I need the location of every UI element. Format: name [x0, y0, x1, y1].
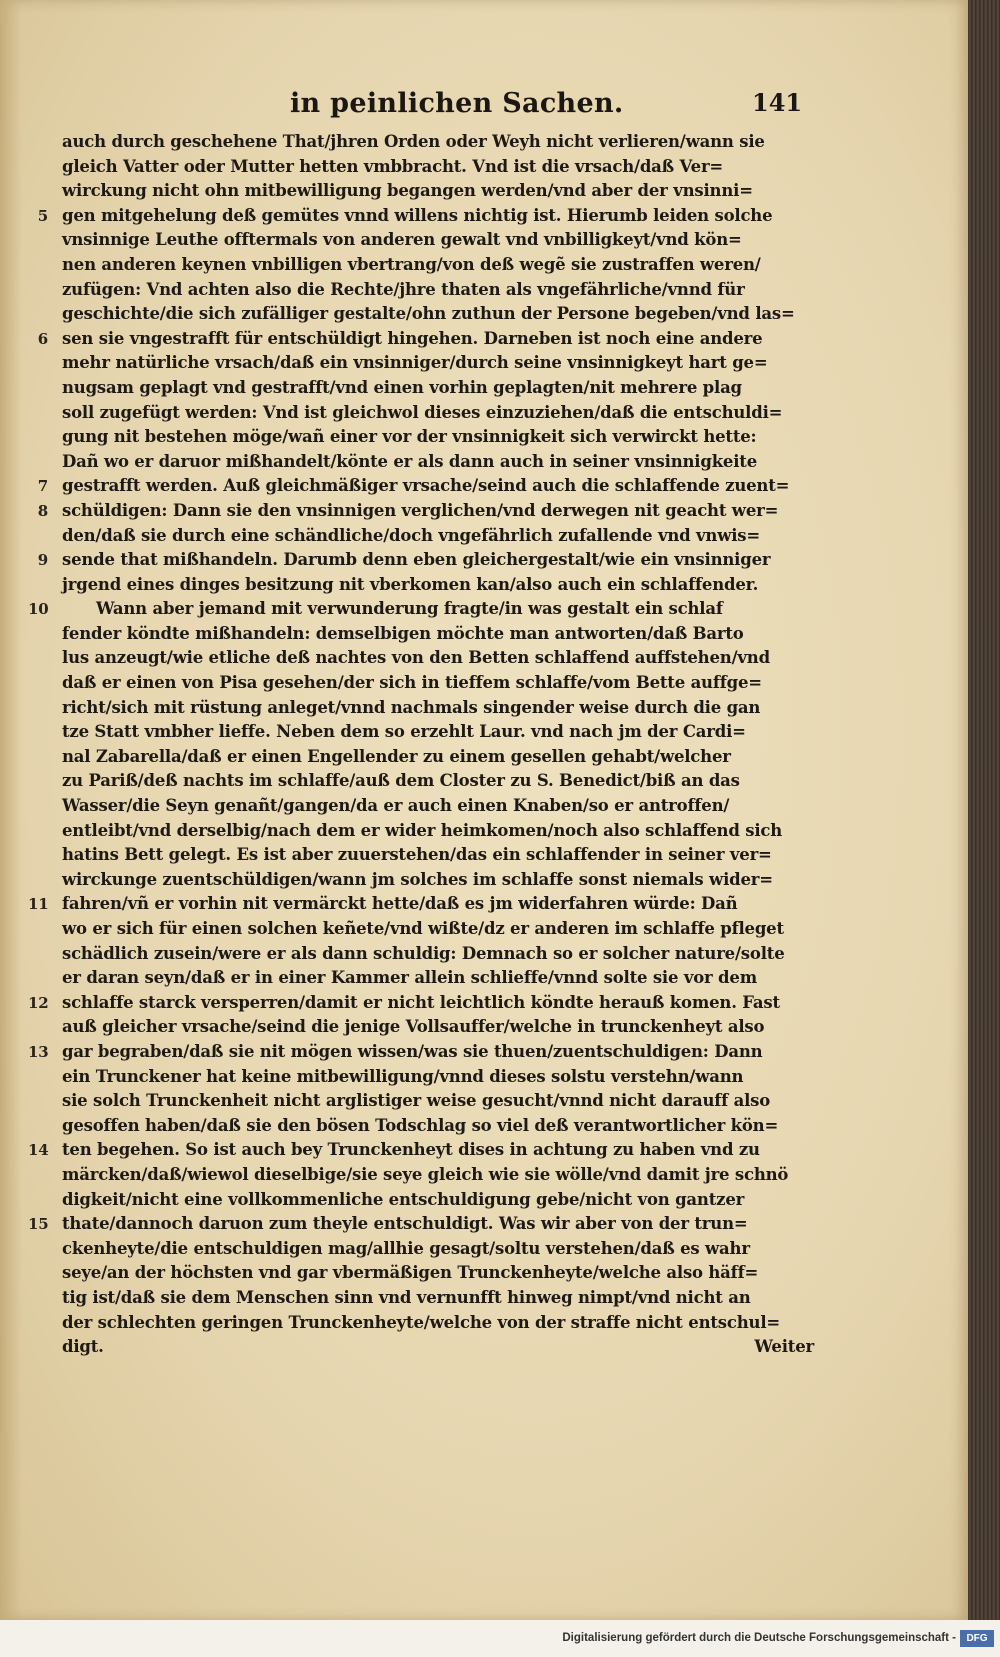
line-text: wirckung nicht ohn mitbewilligung begangen werden/vnd aber der vnsinni= [62, 181, 753, 201]
margin-number: 12 [28, 993, 49, 1012]
text-line [62, 1114, 814, 1139]
text-line [62, 1335, 814, 1360]
margin-number: 15 [28, 1215, 49, 1234]
text-line [62, 622, 814, 647]
line-text: auß gleicher vrsache/seind die jenige Vollsauffer/welche in trunckenheyt also [62, 1017, 765, 1037]
text-line [62, 130, 814, 155]
text-line [62, 671, 814, 696]
text-line [62, 966, 814, 991]
line-text: auch durch geschehene That/jhren Orden oder Weyh nicht verlieren/wann sie [62, 132, 765, 151]
text-line [28, 1040, 814, 1065]
text-line [62, 794, 814, 819]
text-line [62, 450, 814, 475]
text-line [62, 573, 814, 598]
text-line [62, 425, 814, 450]
running-head: in peinlichen Sachen. [290, 88, 624, 119]
text-line [62, 843, 814, 868]
line-text: fahren/vñ er vorhin nit vermärckt hette/daß es jm widerfahren würde: Dañ [62, 894, 738, 914]
line-text: thate/dannoch daruon zum theyle entschuldigt. Was wir aber von der trun= [62, 1214, 748, 1234]
text-line [62, 1311, 814, 1336]
line-text: gen mitgehelung deß gemütes vnnd willens nichtig ist. Hierumb leiden solche [62, 205, 773, 225]
catchword: Weiter [754, 1337, 814, 1357]
line-text: daß er einen von Pisa gesehen/der sich in tieffem schlaffe/vom Bette auffge= [62, 673, 762, 693]
margin-number: 8 [37, 501, 48, 520]
text-line [28, 1212, 814, 1237]
line-text: ckenheyte/die entschuldigen mag/allhie gesagt/soltu verstehen/daß es wahr [62, 1238, 750, 1258]
footer-bar [0, 1620, 1000, 1657]
line-text: wo er sich für einen solchen keñete/vnd wißte/dz er anderen im schlaffe pfleget [62, 919, 784, 938]
line-text: gleich Vatter oder Mutter hetten vmbbracht. Vnd ist die vrsach/daß Ver= [62, 156, 724, 176]
margin-number: 10 [28, 600, 49, 619]
margin-number: 7 [37, 477, 48, 496]
text-line [28, 892, 814, 917]
line-text: gestrafft werden. Auß gleichmäßiger vrsache/seind auch die schlaffende zuent= [62, 476, 790, 496]
text-line [62, 1286, 814, 1311]
line-text: schädlich zusein/were er als dann schuldig: Demnach so er solcher nature/solte [62, 943, 785, 963]
line-text: Dañ wo er daruor mißhandelt/könte er als dann auch in seiner vnsinnigkeite [62, 451, 758, 471]
line-text: fender köndte mißhandeln: demselbigen möchte man antworten/daß Barto [62, 623, 744, 643]
page-number: 141 [752, 88, 803, 117]
text-line [62, 1188, 814, 1213]
text-line [62, 646, 814, 671]
line-text: vnsinnige Leuthe offtermals von anderen gewalt vnd vnbilligkeyt/vnd kön= [62, 230, 742, 250]
line-text: digkeit/nicht eine vollkommenliche entschuldigung gebe/nicht von gantzer [62, 1189, 745, 1209]
text-line [62, 302, 814, 327]
line-text: jrgend eines dinges besitzung nit vberkomen kan/also auch ein schlaffender. [62, 574, 759, 594]
book-edge [968, 0, 1000, 1620]
line-text: nugsam geplagt vnd gestrafft/vnd einen vorhin geplagten/nit mehrere plag [62, 377, 742, 397]
text-line [62, 1089, 814, 1114]
line-text: richt/sich mit rüstung anleget/vnnd nachmals singender weise durch die gan [62, 697, 761, 717]
line-text: tig ist/daß sie dem Menschen sinn vnd vernunfft hinweg nimpt/vnd nicht an [62, 1287, 751, 1307]
line-text: sende that mißhandeln. Darumb denn eben gleichergestalt/wie ein vnsinniger [62, 550, 771, 570]
line-text: ten begehen. So ist auch bey Trunckenheyt dises in achtung zu haben vnd zu [62, 1140, 760, 1160]
text-line [62, 253, 814, 278]
line-text: sen sie vngestrafft für entschüldigt hingehen. Darneben ist noch eine andere [62, 328, 763, 348]
line-text: gar begraben/daß sie nit mögen wissen/was sie thuen/zuentschuldigen: Dann [62, 1041, 763, 1061]
line-text: der schlechten geringen Trunckenheyte/welche von der straffe nicht entschul= [62, 1312, 781, 1332]
line-text: soll zugefügt werden: Vnd ist gleichwol dieses einzuziehen/daß die entschuldi= [62, 402, 783, 422]
line-text: ein Trunckener hat keine mitbewilligung/vnnd dieses solstu verstehn/wann [62, 1066, 744, 1086]
margin-number: 5 [37, 206, 48, 225]
margin-number: 6 [37, 329, 48, 348]
line-text: gung nit bestehen möge/wañ einer vor der vnsinnigkeit sich verwirckt hette: [62, 427, 757, 447]
line-text: Wasser/die Seyn genañt/gangen/da er auch einen Knaben/so er antroffen/ [62, 796, 730, 816]
line-text: digt. [62, 1337, 104, 1357]
page-header [60, 88, 820, 128]
line-text: lus anzeugt/wie etliche deß nachtes von den Betten schlaffend auffstehen/vnd [62, 648, 770, 668]
line-text: mehr natürliche vrsach/daß ein vnsinniger/durch seine vnsinnigkeyt hart ge= [62, 353, 768, 373]
text-line [62, 376, 814, 401]
text-line [62, 1261, 814, 1286]
text-line [62, 1237, 814, 1262]
line-text: entleibt/vnd derselbig/nach dem er wider heimkomen/noch also schlaffend sich [62, 820, 783, 840]
text-line [62, 401, 814, 426]
text-line [62, 769, 814, 794]
line-text: nal Zabarella/daß er einen Engellender zu einem gesellen gehabt/welcher [62, 746, 731, 766]
text-line [62, 1065, 814, 1090]
line-text: sie solch Trunckenheit nicht arglistiger weise gesucht/vnnd nicht darauff also [62, 1091, 771, 1111]
text-line [62, 942, 814, 967]
line-text: geschichte/die sich zufälliger gestalte/ohn zuthun der Persone begeben/vnd las= [62, 304, 795, 324]
text-line [62, 720, 814, 745]
text-line [62, 1015, 814, 1040]
margin-number: 9 [37, 551, 48, 570]
text-line [62, 868, 814, 893]
text-line [37, 327, 814, 352]
text-line [37, 548, 814, 573]
line-text: schlaffe starck versperren/damit er nicht leichtlich köndte herauß komen. Fast [62, 992, 780, 1012]
text-line [28, 1138, 814, 1163]
line-text: gesoffen haben/daß sie den bösen Todschlag so viel deß verantwortlicher kön= [62, 1115, 779, 1135]
text-line [37, 499, 814, 524]
text-line [62, 155, 814, 180]
binding-shadow [0, 0, 22, 1620]
margin-number: 11 [28, 895, 49, 914]
text-line [62, 179, 814, 204]
dfg-logo: DFG [960, 1630, 994, 1647]
line-text: wirckunge zuentschüldigen/wann jm solches im schlaffe sonst niemals wider= [62, 869, 773, 889]
line-text: nen anderen keynen vnbilligen vbertrang/von deß wegẽ sie zustraffen weren/ [62, 254, 761, 274]
text-line [28, 597, 814, 622]
line-text: seye/an der höchsten vnd gar vbermäßigen Trunckenheyte/welche also häff= [62, 1263, 759, 1283]
line-text: zu Pariß/deß nachts im schlaffe/auß dem Closter zu S. Benedict/biß an das [62, 771, 740, 791]
text-line [62, 228, 814, 253]
line-text: märcken/daß/wiewol dieselbige/sie seye gleich wie sie wölle/vnd damit jre schnö [62, 1164, 789, 1184]
line-text: er daran seyn/daß er in einer Kammer allein schlieffe/vnnd solte sie vor dem [62, 968, 757, 988]
text-line [62, 696, 814, 721]
text-line [28, 991, 814, 1016]
body-text [28, 130, 814, 1360]
text-line [62, 278, 814, 303]
text-line [62, 745, 814, 770]
text-line [62, 1163, 814, 1188]
line-text: hatins Bett gelegt. Es ist aber zuuerstehen/das ein schlaffender in seiner ver= [62, 845, 772, 865]
text-line [62, 917, 814, 942]
line-text: schüldigen: Dann sie den vnsinnigen verglichen/vnd derwegen nit geacht wer= [62, 500, 779, 520]
line-text: zufügen: Vnd achten also die Rechte/jhre thaten als vngefährliche/vnnd für [62, 279, 745, 299]
line-text: Wann aber jemand mit verwunderung fragte/in was gestalt ein schlaf [96, 599, 723, 619]
text-line [62, 819, 814, 844]
line-text: den/daß sie durch eine schändliche/doch vngefährlich zufallende vnd vnwis= [62, 525, 760, 545]
text-line [37, 474, 814, 499]
funding-notice: Digitalisierung gefördert durch die Deutsche Forschungsgemeinschaft - [562, 1632, 956, 1644]
text-line [37, 204, 814, 229]
text-line [62, 351, 814, 376]
text-line [62, 524, 814, 549]
line-text: tze Statt vmbher lieffe. Neben dem so erzehlt Laur. vnd nach jm der Cardi= [62, 722, 746, 742]
margin-number: 14 [28, 1141, 49, 1160]
margin-number: 13 [28, 1042, 49, 1061]
